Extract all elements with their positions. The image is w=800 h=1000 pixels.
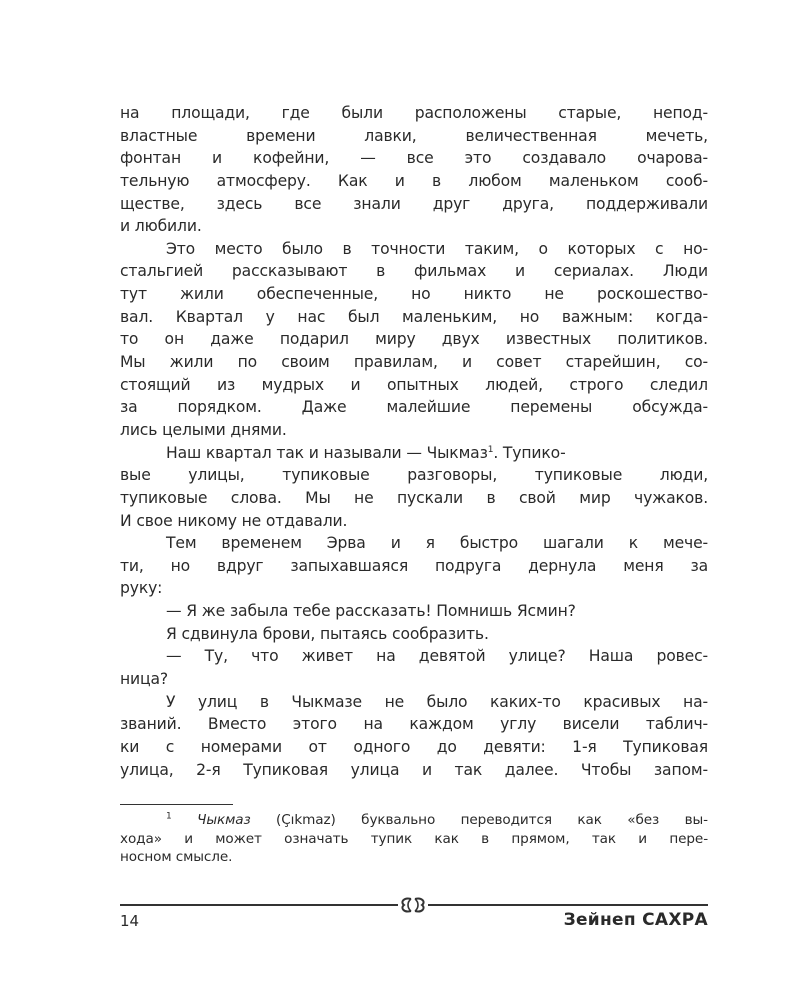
text-line: лись целыми днями. <box>120 420 287 439</box>
text-line: и любили. <box>120 217 202 236</box>
text-line: Тем временем Эрва и я быстро шагали к мече- <box>166 534 708 553</box>
text-line: стоящий из мудрых и опытных людей, строго следил <box>120 375 708 394</box>
text-line <box>120 442 708 465</box>
footnote-divider <box>120 804 233 805</box>
text-line: за порядком. Даже малейшие перемены обсужда- <box>120 398 708 417</box>
text-line: Мы жили по своим правилам, и совет старейшин, со- <box>120 353 708 372</box>
text-line: властные времени лавки, величественная мечеть, <box>120 126 708 145</box>
footnote-line: носном смысле. <box>120 849 233 865</box>
text-line: ти, но вдруг запыхавшаяся подруга дернула меня за <box>120 556 708 575</box>
footer-rule-right <box>428 904 708 906</box>
text-span: . Тупико- <box>493 443 566 462</box>
text-line: У улиц в Чыкмазе не было каких-то красивых на- <box>166 692 708 711</box>
text-line: — Я же забыла тебе рассказать! Помнишь Ясмин? <box>166 602 576 621</box>
text-line: вые улицы, тупиковые разговоры, тупиковые люди, <box>120 466 708 485</box>
text-line: ница? <box>120 670 169 689</box>
text-line: И свое никому не отдавали. <box>120 511 348 530</box>
text-line: фонтан и кофейни, — все это создавало очарова- <box>120 149 708 168</box>
footnote-term: Чыкмаз <box>197 812 251 828</box>
text-line: тупиковые слова. Мы не пускали в свой мир чужаков. <box>120 488 708 507</box>
text-line: Это место было в точности таким, о которых с но- <box>166 239 708 258</box>
text-line: — Ту, что живет на девятой улице? Наша ровес- <box>166 647 708 666</box>
text-line: вал. Квартал у нас был маленьким, но важным: когда- <box>120 307 708 326</box>
text-line: тельную атмосферу. Как и в любом маленьком сооб- <box>120 171 708 190</box>
footnote <box>120 811 708 867</box>
page-number: 14 <box>120 912 140 930</box>
text-line: ществе, здесь все знали друг друга, поддерживали <box>120 194 708 213</box>
text-line: на площади, где были расположены старые, непод- <box>120 104 708 122</box>
ornament-icon <box>396 896 430 914</box>
text-span: (Çıkmaz) буквально переводится как «без вы- <box>250 812 708 828</box>
body-text <box>120 102 708 781</box>
text-line: тут жили обеспеченные, но никто не роскошество- <box>120 285 708 304</box>
text-line: ки с номерами от одного до девяти: 1-я Тупиковая <box>120 737 708 756</box>
text-line: званий. Вместо этого на каждом углу висели таблич- <box>120 715 708 734</box>
text-line: улица, 2-я Тупиковая улица и так далее. Чтобы запом- <box>120 760 708 779</box>
footnote-marker: 1 <box>166 811 172 822</box>
text-span: Наш квартал так и называли — Чыкмаз <box>166 443 488 462</box>
footer-rule-left <box>120 904 398 906</box>
text-line: стальгией рассказывают в фильмах и сериалах. Люди <box>120 262 708 281</box>
footnote-line <box>120 811 708 830</box>
footnote-line: хода» и может означать тупик как в прямом, так и пере- <box>120 830 708 847</box>
footnote-ref[interactable]: 1 <box>487 444 494 455</box>
text-line: то он даже подарил миру двух известных политиков. <box>120 330 708 349</box>
text-line: Я сдвинула брови, пытаясь сообразить. <box>166 624 489 643</box>
running-footer-author: Зейнеп САХРА <box>563 910 708 930</box>
text-line: руку: <box>120 579 163 598</box>
